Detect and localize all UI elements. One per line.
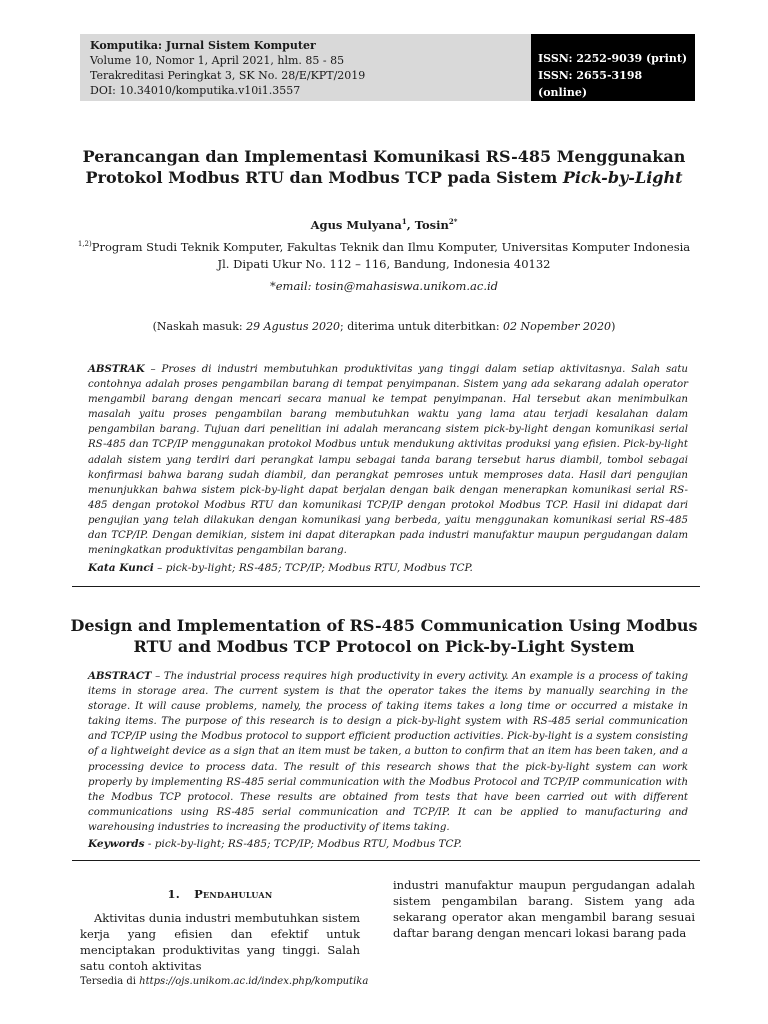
footer-url-link[interactable]: https://ojs.unikom.ac.id/index.php/komputika	[139, 976, 369, 987]
author-sup-1: 1	[401, 217, 407, 226]
journal-accreditation: Terakreditasi Peringkat 3, SK No. 28/E/KPT/2019	[90, 69, 366, 82]
dates-prefix: (Naskah masuk:	[152, 320, 247, 333]
journal-volume: Volume 10, Nomor 1, April 2021, hlm. 85 - 85	[90, 54, 345, 67]
keywords-label: Keywords	[88, 838, 145, 850]
author-name-1: Agus Mulyana	[310, 217, 402, 232]
title-id-line2-italic: Pick-by-Light	[562, 168, 683, 187]
body-column-right	[393, 877, 695, 941]
affiliation-sup: 1,2)	[77, 240, 92, 249]
abstrak-text: – Proses di industri membutuhkan produktivitas yang tinggi dalam setiap aktivitasnya. Salah satu contohnya adalah proses pengambilan barang di tempat penyimpanan. Sistem yang ada sekarang adalah operator mengambil barang dengan mencari secara manual ke tempat penyimpanan. Hal tersebut akan menimbulkan masalah yaitu proses pengambilan barang membutuhkan waktu yang lama atau terjadi kesalahan dalam pengambilan barang. Tujuan dari penelitian ini adalah merancang sistem pick-by-light dengan komunikasi serial RS-485 dan TCP/IP menggunakan protokol Modbus untuk mendukung aktivitas produksi yang efisien. Pick-by-light adalah sistem yang terdiri dari perangkat lampu sebagai tanda barang tersebut harus diambil, tombol sebagai konfirmasi bahwa barang sudah diambil, dan perangkat pemroses untuk memproses data. Hasil dari pengujian menunjukkan bahwa sistem pick-by-light dapat berjalan dengan baik dengan menerapkan komunikasi serial RS-485 dengan protokol Modbus RTU dan komunikasi TCP/IP dengan protokol Modbus TCP. Hasil ini didapat dari pengujian yang telah dilakukan dengan komunikasi yang berbeda, yaitu menggunakan komunikasi serial RS-485 dan TCP/IP. Dengan demikian, sistem ini dapat diterapkan pada industri manufaktur maupun pergudangan dalam meningkatkan produktivitas pengambilan barang.	[88, 364, 688, 557]
paper-title-indonesian	[0, 146, 768, 188]
section-divider-1	[72, 586, 700, 587]
submission-dates	[0, 320, 768, 333]
keywords-text: - pick-by-light; RS-485; TCP/IP; Modbus RTU, Modbus TCP.	[144, 838, 462, 850]
intro-paragraph-left: Aktivitas dunia industri membutuhkan sistem kerja yang efisien dan efektif untuk menciptakan produktivitas yang tinggi. Salah satu contoh aktivitas	[80, 911, 360, 973]
kata-kunci	[88, 562, 688, 574]
title-en-line1: Design and Implementation of RS-485 Communication Using Modbus	[70, 616, 698, 635]
issn-online: ISSN: 2655-3198 (online)	[538, 69, 643, 99]
abstract-english	[88, 669, 688, 835]
affiliation-text-1: Program Studi Teknik Komputer, Fakultas Teknik dan Ilmu Komputer, Universitas Komputer Indonesia	[91, 240, 691, 254]
section-title: Pendahuluan	[194, 887, 273, 901]
journal-info	[90, 38, 365, 98]
paper-title-english	[0, 615, 768, 657]
dates-middle: ; diterima untuk diterbitkan:	[340, 320, 504, 333]
issn-box	[531, 34, 695, 101]
author-separator: ,	[406, 217, 415, 232]
abstract-text: – The industrial process requires high productivity in every activity. An example is a process of taking items in storage area. The current system is that the operator takes the items by manually searching in the storage. It will cause problems, namely, the process of taking items takes a long time or occurred a mistake in taking items. The purpose of this research is to design a pick-by-light system with RS-485 serial communication and TCP/IP using the Modbus protocol to support efficient production activities. Pick-by-light is a system consisting of a lightweight device as a sign that an item must be taken, a button to confirm that an item has been taken, and a processing device to process data. The result of this research shows that the pick-by-light system can work properly by implementing RS-485 serial communication with the Modbus Protocol and TCP/IP communication with the Modbus TCP protocol. These results are obtained from tests that have been carried out with different communications using RS-485 serial communication and TCP/IP. It can be applied to manufacturing and warehousing industries to increasing the productivity of items taking.	[88, 671, 688, 833]
date-accepted: 02 Nopember 2020	[503, 320, 612, 333]
date-received: 29 Agustus 2020	[246, 320, 340, 333]
author-name-2: Tosin	[414, 217, 449, 232]
keywords-english	[88, 838, 688, 850]
affiliation-line-1	[0, 240, 768, 254]
dates-suffix: )	[611, 320, 616, 333]
abstrak-indonesian	[88, 362, 688, 558]
page-footer	[80, 976, 368, 987]
author-list	[0, 217, 768, 232]
footer-prefix: Tersedia di	[80, 976, 140, 987]
title-en-line2: RTU and Modbus TCP Protocol on Pick-by-Light System	[133, 637, 635, 656]
affiliation-line-2: Jl. Dipati Ukur No. 112 – 116, Bandung, Indonesia 40132	[217, 257, 551, 271]
kata-kunci-label: Kata Kunci	[88, 562, 154, 574]
author-email: *email: tosin@mahasiswa.unikom.ac.id	[269, 279, 499, 293]
journal-doi: DOI: 10.34010/komputika.v10i1.3557	[90, 84, 301, 97]
intro-paragraph-right: industri manufaktur maupun pergudangan adalah sistem pengambilan barang. Sistem yang ada sekarang operator akan mengambil barang sesuai daftar barang dengan mencari lokasi barang pada	[393, 878, 695, 940]
section-divider-2	[72, 860, 700, 861]
abstract-label: ABSTRACT	[88, 670, 152, 682]
title-id-line2	[0, 167, 768, 188]
issn-print: ISSN: 2252-9039 (print)	[538, 52, 688, 65]
kata-kunci-text: – pick-by-light; RS-485; TCP/IP; Modbus RTU, Modbus TCP.	[153, 562, 473, 574]
abstrak-label: ABSTRAK	[88, 363, 145, 375]
title-id-line1: Perancangan dan Implementasi Komunikasi RS-485 Menggunakan	[82, 147, 686, 166]
journal-header	[80, 34, 695, 101]
author-sup-2: 2*	[448, 217, 458, 226]
section-number: 1.	[167, 887, 181, 901]
section-heading	[80, 886, 360, 902]
title-id-line2-text: Protokol Modbus RTU dan Modbus TCP pada Sistem	[85, 168, 563, 187]
body-column-left	[80, 886, 360, 974]
journal-name: Komputika: Jurnal Sistem Komputer	[90, 39, 316, 52]
